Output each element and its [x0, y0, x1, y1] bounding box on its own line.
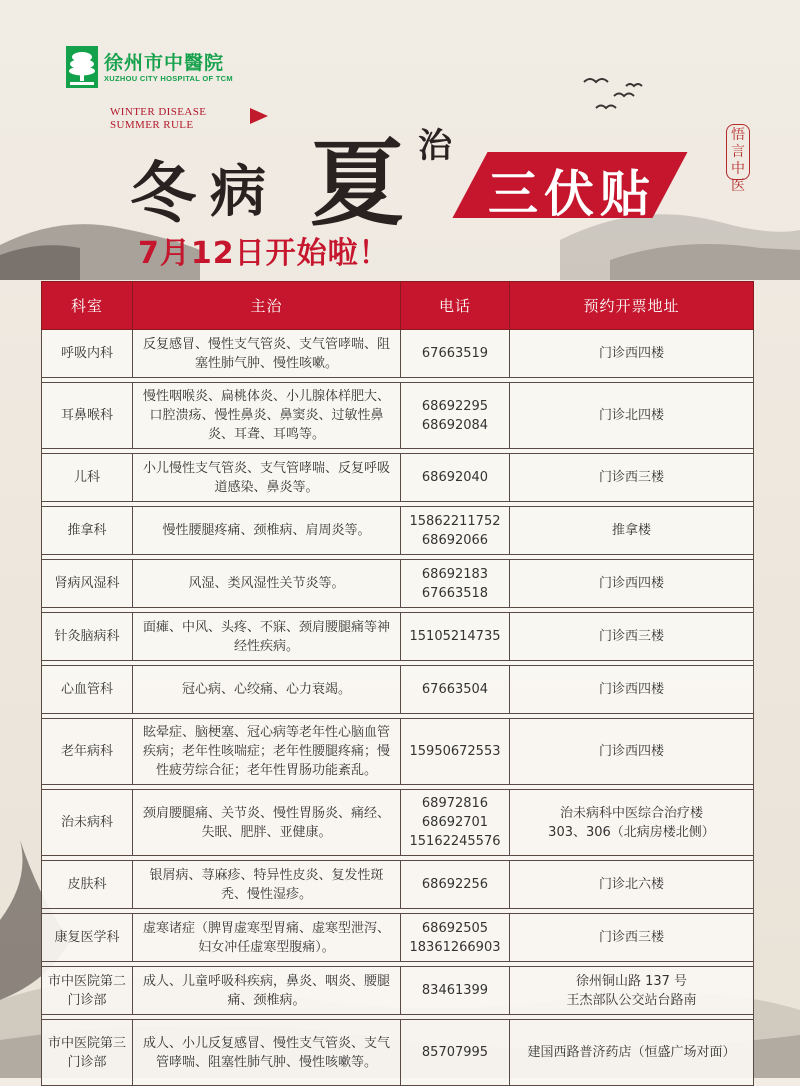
cell-addr: 门诊西四楼 — [510, 560, 754, 608]
cell-phone: 68692505 18361266903 — [401, 914, 510, 962]
cell-phone: 15105214735 — [401, 613, 510, 661]
cell-dept: 老年病科 — [42, 719, 133, 785]
seal-stamp: 悟言中医 — [726, 124, 750, 180]
cell-addr: 门诊西四楼 — [510, 330, 754, 378]
cell-addr: 门诊西三楼 — [510, 454, 754, 502]
cell-treat: 银屑病、荨麻疹、特异性皮炎、复发性斑秃、慢性湿疹。 — [133, 861, 401, 909]
cell-addr: 门诊北四楼 — [510, 383, 754, 449]
header-addr: 预约开票地址 — [510, 282, 754, 330]
cell-dept: 市中医院第二门诊部 — [42, 967, 133, 1015]
sanfu-banner — [430, 150, 690, 230]
tree-logo-icon — [66, 46, 98, 88]
table-row — [42, 560, 754, 608]
table-row — [42, 967, 754, 1015]
table-header-row — [42, 282, 754, 330]
table-row — [42, 613, 754, 661]
cell-treat: 面瘫、中风、头疼、不寐、颈肩腰腿痛等神经性疾病。 — [133, 613, 401, 661]
cell-addr: 门诊北六楼 — [510, 861, 754, 909]
table-row — [42, 666, 754, 714]
cell-phone: 83461399 — [401, 967, 510, 1015]
headline-char-zhi: 治 — [418, 126, 452, 166]
cell-phone: 67663519 — [401, 330, 510, 378]
cell-phone: 68692183 67663518 — [401, 560, 510, 608]
cell-phone: 15862211752 68692066 — [401, 507, 510, 555]
cell-phone: 68692295 68692084 — [401, 383, 510, 449]
cell-phone: 68692040 — [401, 454, 510, 502]
cell-treat: 颈肩腰腿痛、关节炎、慢性胃肠炎、痛经、失眠、肥胖、亚健康。 — [133, 790, 401, 856]
cell-treat: 冠心病、心绞痛、心力衰竭。 — [133, 666, 401, 714]
cell-dept: 针灸脑病科 — [42, 613, 133, 661]
cell-addr: 建国西路普济药店（恒盛广场对面） — [510, 1020, 754, 1086]
cell-dept: 肾病风湿科 — [42, 560, 133, 608]
table-row — [42, 790, 754, 856]
cell-treat: 成人、小儿反复感冒、慢性支气管炎、支气管哮喘、阻塞性肺气肿、慢性咳嗽等。 — [133, 1020, 401, 1086]
cell-dept: 治未病科 — [42, 790, 133, 856]
cell-phone: 68692256 — [401, 861, 510, 909]
cell-treat: 小儿慢性支气管炎、支气管哮喘、反复呼吸道感染、鼻炎等。 — [133, 454, 401, 502]
start-date: 7月12日开始啦！ — [138, 236, 390, 271]
table-row — [42, 914, 754, 962]
cell-dept: 康复医学科 — [42, 914, 133, 962]
cell-dept: 市中医院第三门诊部 — [42, 1020, 133, 1086]
table-row — [42, 330, 754, 378]
cell-dept: 耳鼻喉科 — [42, 383, 133, 449]
cell-phone: 67663504 — [401, 666, 510, 714]
cell-addr: 治未病科中医综合治疗楼 303、306（北病房楼北侧） — [510, 790, 754, 856]
cell-treat: 风湿、类风湿性关节炎等。 — [133, 560, 401, 608]
cell-treat: 慢性腰腿疼痛、颈椎病、肩周炎等。 — [133, 507, 401, 555]
cell-dept: 呼吸内科 — [42, 330, 133, 378]
sanfu-title: 三伏贴 — [488, 164, 656, 223]
table-row — [42, 719, 754, 785]
red-flag-icon — [250, 108, 268, 124]
cell-addr: 门诊西四楼 — [510, 666, 754, 714]
hospital-name-en: XUZHOU CITY HOSPITAL OF TCM — [104, 73, 233, 83]
cell-addr: 门诊西三楼 — [510, 613, 754, 661]
department-table — [41, 281, 754, 1086]
cell-phone: 68972816 68692701 15162245576 — [401, 790, 510, 856]
cell-dept: 推拿科 — [42, 507, 133, 555]
hospital-name-cn: 徐州市中醫院 — [104, 51, 225, 74]
headline-char-xia: 夏 — [310, 129, 405, 239]
cell-treat: 反复感冒、慢性支气管炎、支气管哮喘、阻塞性肺气肿、慢性咳嗽。 — [133, 330, 401, 378]
table-row — [42, 454, 754, 502]
table-row — [42, 1020, 754, 1086]
cell-dept: 儿科 — [42, 454, 133, 502]
cell-treat: 虚寒诸症（脾胃虚寒型胃痛、虚寒型泄泻、妇女冲任虚寒型腹痛）。 — [133, 914, 401, 962]
cell-addr: 门诊西三楼 — [510, 914, 754, 962]
cell-addr: 门诊西四楼 — [510, 719, 754, 785]
cell-dept: 心血管科 — [42, 666, 133, 714]
header-treat: 主治 — [133, 282, 401, 330]
table-row — [42, 507, 754, 555]
cell-treat: 慢性咽喉炎、扁桃体炎、小儿腺体样肥大、口腔溃疡、慢性鼻炎、鼻窦炎、过敏性鼻炎、耳聋、耳鸣等。 — [133, 383, 401, 449]
headline-char-dong: 冬 — [130, 154, 196, 232]
cell-phone: 15950672553 — [401, 719, 510, 785]
cell-treat: 成人、儿童呼吸科疾病，鼻炎、咽炎、腰腿痛、颈椎病。 — [133, 967, 401, 1015]
english-subtitle-line-1: WINTER DISEASE — [110, 106, 207, 118]
english-subtitle-line-2: SUMMER RULE — [110, 119, 194, 131]
cell-addr: 徐州铜山路 137 号 王杰部队公交站台路南 — [510, 967, 754, 1015]
header-phone: 电话 — [401, 282, 510, 330]
table-body — [42, 330, 754, 1086]
english-subtitle — [110, 106, 206, 132]
cell-dept: 皮肤科 — [42, 861, 133, 909]
cell-addr: 推拿楼 — [510, 507, 754, 555]
headline-char-bing: 病 — [210, 159, 266, 225]
table-row — [42, 861, 754, 909]
hospital-logo — [66, 46, 233, 88]
cell-treat: 眩晕症、脑梗塞、冠心病等老年性心脑血管疾病；老年性咳喘症；老年性腰腿疼痛；慢性疲劳综合征；老年性胃肠功能紊乱。 — [133, 719, 401, 785]
header-dept: 科室 — [42, 282, 133, 330]
cell-phone: 85707995 — [401, 1020, 510, 1086]
table-row — [42, 383, 754, 449]
